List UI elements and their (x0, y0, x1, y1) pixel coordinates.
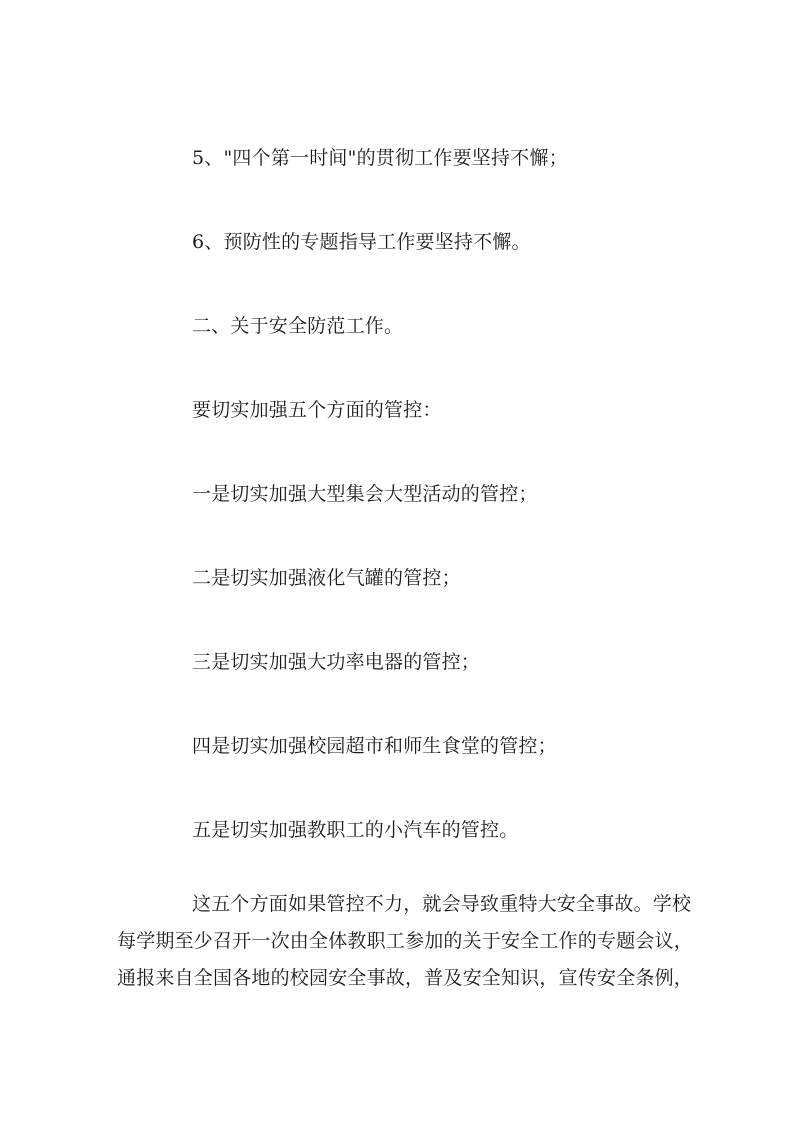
text-line-intro: 要切实加强五个方面的管控： (192, 399, 442, 421)
body-paragraph (117, 886, 694, 997)
text-line-point-1: 一是切实加强大型集会大型活动的管控； (192, 483, 538, 505)
text-line-point-3: 三是切实加强大功率电器的管控； (192, 651, 481, 673)
text-line-point-2: 二是切实加强液化气罐的管控； (192, 567, 461, 589)
text-line-point-5: 五是切实加强教职工的小汽车的管控。 (192, 819, 519, 841)
text-line-point-4: 四是切实加强校园超市和师生食堂的管控； (192, 735, 557, 757)
paragraph-line-3: 通报来自全国各地的校园安全事故，普及安全知识，宣传安全条例， (117, 967, 694, 989)
paragraph-line-1: 这五个方面如果管控不力，就会导致重特大安全事故。学校 (192, 893, 692, 915)
section-heading-safety: 二、关于安全防范工作。 (192, 315, 404, 337)
paragraph-line-2: 每学期至少召开一次由全体教职工参加的关于安全工作的专题会议， (117, 930, 694, 952)
text-line-item-6: 6、预防性的专题指导工作要坚持不懈。 (192, 231, 531, 253)
text-line-item-5: 5、"四个第一时间"的贯彻工作要坚持不懈； (192, 147, 568, 169)
